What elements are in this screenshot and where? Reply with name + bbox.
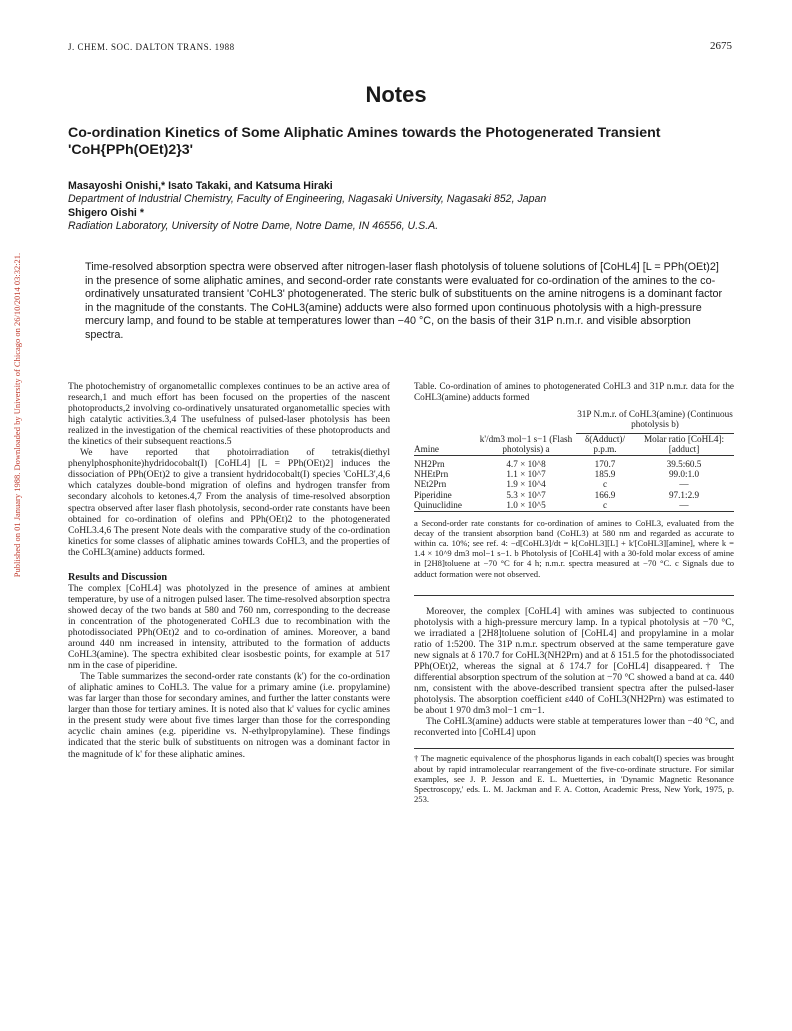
col-header-amine: Amine [414,444,440,455]
dagger-footnote: † The magnetic equivalence of the phosphorus ligands in each cobalt(I) species was brought about by rapid intramolecular rearrangement of the five-co-ordinate structure. For similar examples, see J. P. Jesson and E. L. Muetterties, in 'Dynamic Magnetic Resonance Spectroscopy,' eds. L. M. Jackman and F. A. Cotton, Academic Press, New York, 1975, p. 253. [414,753,734,805]
table-row: Piperidine 5.3 × 10^7 166.9 97.1:2.9 [414,489,700,500]
affiliation-primary: Department of Industrial Chemistry, Faculty of Engineering, Nagasaki University, Nagasaki 852, Japan [68,193,547,206]
table-caption: Table. Co-ordination of amines to photogenerated CoHL3 and 31P n.m.r. data for the CoHL3(amine) adducts formed [414,381,734,402]
table-row: NEt2Prn 1.9 × 10^4 c — [414,479,689,490]
results-paragraph-1: The complex [CoHL4] was photolyzed in the presence of amines at ambient temperature, by use of a nitrogen pulsed laser. The time-resolved absorption spectra showed decay of the two bands at 580 and 760 nm, corresponding to the decrease in concentration of the photogenerated CoHL3 due to recombination with the photodissociated PPh(OEt)2 and to co-ordination of amines. Moreover, a band around 440 nm increased in intensity, attributed to the formation of adducts CoHL3(amine). The spectra exhibited clear isosbestic points, for example at 517 nm in the case of piperidine. [68,582,390,672]
table-row: Quinuclidine 1.0 × 10^5 c — [414,500,689,511]
right-paragraph-1: Moreover, the complex [CoHL4] with amines was subjected to continuous photolysis with a high-pressure mercury lamp. In a typical photolysis at −70 °C, we irradiated a [2H8]toluene solution of [CoHL4] and propylamine in a molar ratio of 1:5200. The 31P n.m.r. spectrum observed at the same temperature gave new signals at δ 170.7 for CoHL3(NH2Prn) and at δ 151.5 for the photodissociated PPh(OEt)2, whereas the signal at δ 174.7 for [CoHL4] disappeared.† The differential absorption spectrum of the solution at −70 °C showed a band at ca. 440 nm, consistent with the above-described transient spectra after the pulsed-laser photolysis. The absorption coefficient ε440 of CoHL3(NH2Prn) was estimated to be about 1 970 dm3 mol−1 cm−1. [414,605,734,717]
col-header-shift: δ(Adduct)/ p.p.m. [584,433,626,455]
col-header-rate: k'/dm3 mol−1 s−1 (Flash photolysis) a [479,433,573,455]
footnote-divider [414,748,734,749]
col-header-ratio: Molar ratio [CoHL4]:[adduct] [643,433,725,455]
journal-header: J. CHEM. SOC. DALTON TRANS. 1988 [68,42,235,52]
author-block [68,180,748,233]
right-paragraph-2: The CoHL3(amine) adducts were stable at temperatures lower than −40 °C, and reconverted into [CoHL4] upon [414,716,734,739]
intro-paragraph-2: We have reported that photoirradiation of tetrakis(diethyl phenylphosphonite)hydridocobalt(I) [CoHL4] [L = PPh(OEt)2] induces the dissociation of PPh(OEt)2 to give a transient hydridocobalt(I) species 'CoHL3',4,6 which catalyzes double-bond migration of olefins and hydrogen transfer from secondary alcohols to ketones.4,7 From the analysis of time-resolved absorption spectra observed after laser flash photolysis, second-order rate constants have been obtained for co-ordination of olefins and PPh(OEt)2 to the photogenerated CoHL3.4,6 The present Note deals with the comparative study of the co-ordination kinetics for some classes of aliphatic amines towards CoHL3, and the properties of the CoHL3(amine) adducts formed. [68,447,390,558]
authors-secondary: Shigero Oishi * [68,206,144,219]
abstract: Time-resolved absorption spectra were observed after nitrogen-laser flash photolysis of toluene solutions of [CoHL4] [L = PPh(OEt)2] in the presence of some aliphatic amines, and second-order rate constants were evaluated for co-ordination of the amines to the co-ordinatively unsaturated transient 'CoHL3' photogenerated. The steric bulk of substituents on the amine nitrogens is a dominant factor in the magnitude of the constants. The CoHL3(amine) adducts were also formed upon continuous photolysis with a high-pressure mercury lamp, and found to be stable at temperatures lower than −40 °C, on the basis of their 31P n.m.r. and visible absorption spectra. [85,261,723,341]
article-title: Co-ordination Kinetics of Some Aliphatic Amines towards the Photogenerated Transient 'CoH{PPh(OEt)2}3' [68,125,661,158]
download-watermark: Published on 01 January 1988. Downloaded by University of Chicago on 26/10/2014 03:32:21. [12,252,22,578]
table-row: NHEtPrn 1.1 × 10^7 185.9 99.0:1.0 [414,469,700,480]
authors-primary: Masayoshi Onishi,* Isato Takaki, and Katsuma Hiraki [68,180,333,192]
table-divider [414,595,734,596]
right-column [414,381,734,804]
table-row: NH2Prn 4.7 × 10^8 170.7 39.5:60.5 [414,458,702,469]
page-number: 2675 [710,40,732,52]
affiliation-secondary: Radiation Laboratory, University of Notre Dame, Notre Dame, IN 46556, U.S.A. [68,219,439,232]
results-paragraph-2: The Table summarizes the second-order rate constants (k') for the co-ordination of aliphatic amines to CoHL3. The value for a primary amine (i.e. propylamine) was far larger than those for secondary amines, and further the latter constants were larger than those for tertiary amines. It is noted also that k' values for cyclic amines in the present study were about five times larger than those for the corresponding acyclic chain amines (e.g. piperidine vs. N-ethylpropylamine). These findings indicated that the steric bulk of substituents on nitrogen was a dominant factor in the magnitude of k' for these aliphatic amines. [68,671,390,760]
left-column [68,381,390,760]
table-footnote: a Second-order rate constants for co-ordination of amines to CoHL3, evaluated from the decay of the transient absorption band (CoHL3) at 580 nm and regarded as accurate to within ca. 10%; see ref. 4: −d[CoHL3]/dt = k[CoHL3][L] + k'[CoHL3][amine], where k = 1.4 × 10^9 dm3 mol−1 s−1. b Photolysis of [CoHL4] with a 30-fold molar excess of amine in [2H8]toluene at −70 °C for 4 h; n.m.r. spectra measured at −70 °C. c Signals due to adduct formation were not observed. [414,517,734,579]
section-title: Notes [365,82,427,107]
table-group-header: 31P N.m.r. of CoHL3(amine) (Continuous photolysis b) [576,409,734,433]
data-table [414,409,734,518]
intro-paragraph-1: The photochemistry of organometallic complexes continues to be an active area of research,1 and much effort has been focused on the properties of the nascent photoproducts,2 involving co-ordinatively unsaturated organometallic species with high catalytic activities.3,4 The usefulness of pulsed-laser photolysis has been realized in the investigation of the chemical reactivities of these photoproducts and the kinetics of their subsequent reactions.5 [68,381,390,448]
results-heading: Results and Discussion [68,571,168,583]
